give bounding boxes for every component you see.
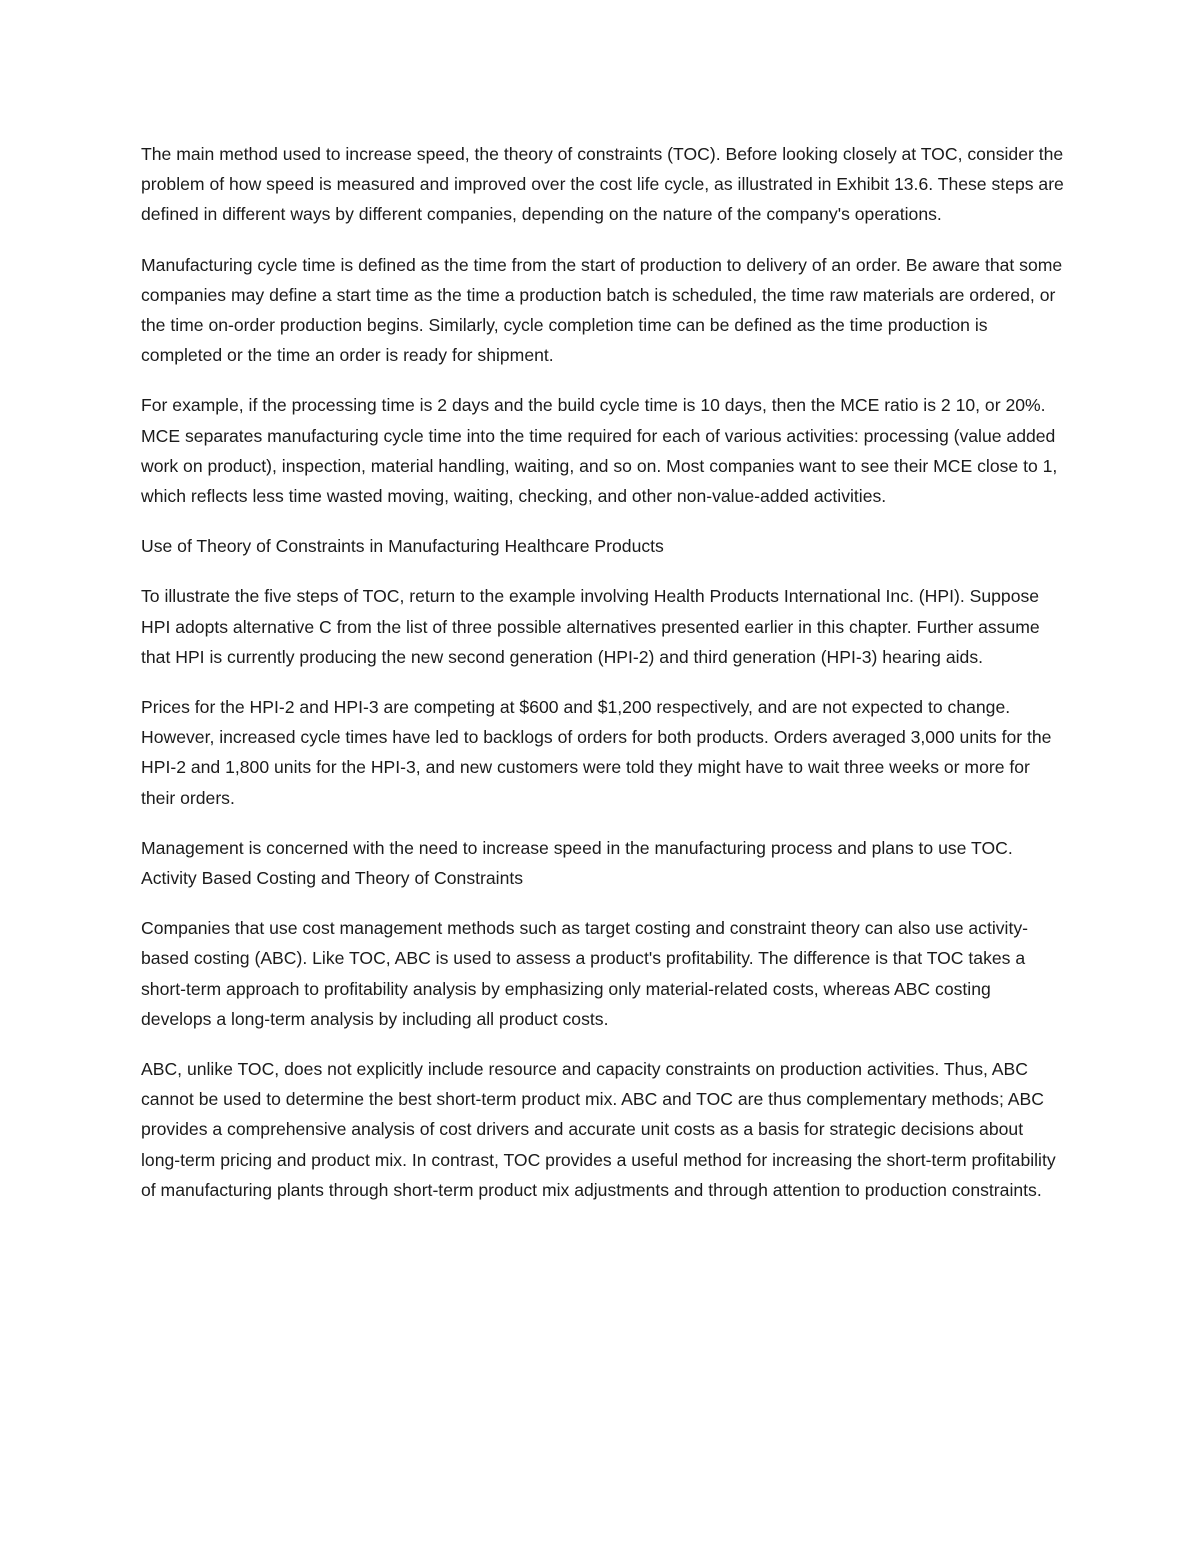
paragraph-abc-vs-toc: ABC, unlike TOC, does not explicitly include resource and capacity constraints on production activities. Thus, ABC cannot be used to determine the best short-term product mix. ABC and TOC are thus complementary methods; ABC provides a comprehensive analysis of cost drivers and accurate unit costs as a basis for strategic decisions about long-term pricing and product mix. In contrast, TOC provides a useful method for increasing the short-term profitability of manufacturing plants through short-term product mix adjustments and through attention to production constraints. — [141, 1059, 1056, 1200]
paragraph-hpi-prices: Prices for the HPI-2 and HPI-3 are competing at $600 and $1,200 respectively, and are not expected to change. However, increased cycle times have led to backlogs of orders for both products. Orders averaged 3,000 units for the HPI-2 and 1,800 units for the HPI-3, and new customers were told they might have to wait three weeks or more for their orders. — [141, 697, 1052, 808]
paragraph-cycle-time: Manufacturing cycle time is defined as the time from the start of production to delivery of an order. Be aware that some companies may define a start time as the time a production batch is scheduled, the time raw materials are ordered, or the time on-order production begins. Similarly, cycle completion time can be defined as the time production is completed or the time an order is ready for shipment. — [141, 254, 1063, 366]
paragraph-management-concern: Management is concerned with the need to increase speed in the manufacturing process and plans to use TOC. Activity Based Costing and Theory of Constraints — [141, 837, 1013, 889]
document-body — [141, 139, 1066, 1225]
paragraph-mce-example: For example, if the processing time is 2 days and the build cycle time is 10 days, then the MCE ratio is 2 10, or 20%. MCE separates manufacturing cycle time into the time required for each of various activities: processing (value added work on product), inspection, material handling, waiting, and so on. Most companies want to see their MCE close to 1, which reflects less time wasted moving, waiting, checking, and other non-value-added activities. — [141, 395, 1058, 507]
paragraph-hpi-illustration: To illustrate the five steps of TOC, return to the example involving Health Products International Inc. (HPI). Suppose HPI adopts alternative C from the list of three possible alternatives presented earlier in this chapter. Further assume that HPI is currently producing the new second generation (HPI-2) and third generation (HPI-3) hearing aids. — [141, 586, 1040, 667]
paragraph-toc-intro: The main method used to increase speed, the theory of constraints (TOC). Before looking closely at TOC, consider the problem of how speed is measured and improved over the cost life cycle, as illustrated in Exhibit 13.6. These steps are defined in different ways by different companies, depending on the nature of the company's operations. — [141, 144, 1064, 225]
section-heading-toc-healthcare: Use of Theory of Constraints in Manufacturing Healthcare Products — [141, 536, 664, 557]
paragraph-abc-companies: Companies that use cost management methods such as target costing and constraint theory can also use activity-based costing (ABC). Like TOC, ABC is used to assess a product's profitability. The difference is that TOC takes a short-term approach to profitability analysis by emphasizing only material-related costs, whereas ABC costing develops a long-term analysis by including all product costs. — [141, 918, 1028, 1029]
